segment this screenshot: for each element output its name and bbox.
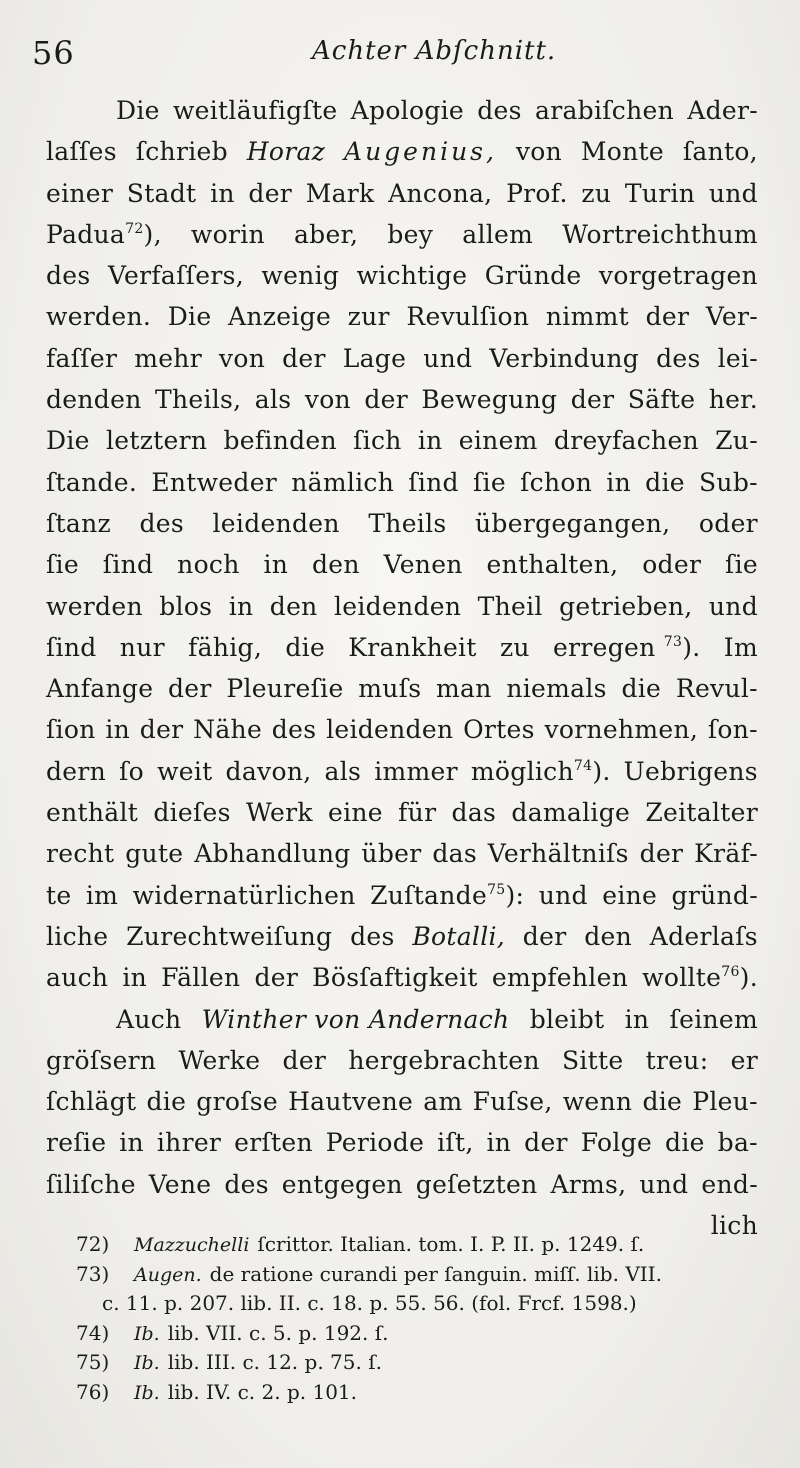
word-with-footnote (370, 881, 524, 910)
word: Gründe (484, 261, 582, 291)
word: Die (167, 302, 212, 332)
word: das (451, 798, 497, 828)
word: der (254, 963, 299, 993)
word: laſſes (46, 137, 117, 167)
word: von (304, 385, 351, 415)
word: Apologie (350, 96, 465, 125)
word: Ader- (687, 96, 758, 125)
word: nur (119, 632, 165, 662)
word: in (417, 426, 443, 456)
footnote-text: c. 11. p. 207. lib. II. c. 18. p. 55. 56. (fol. Frcf. 1598.) (102, 1291, 637, 1315)
word: die (146, 1087, 187, 1117)
text-line (46, 1046, 758, 1087)
word: Ortes (463, 715, 535, 745)
word: in (122, 963, 148, 993)
footnote (76, 1380, 766, 1410)
word: Aderlaſs (649, 921, 758, 951)
word: wenig (261, 261, 340, 291)
word: des (224, 1169, 269, 1199)
word: Kräf- (694, 839, 758, 869)
word: weit (157, 756, 213, 786)
footnote-text: ſcrittor. Italian. tom. I. P. II. p. 1249. ſ. (257, 1232, 645, 1256)
word: Fällen (161, 963, 241, 993)
word: wollte (642, 963, 722, 993)
word: und (423, 343, 473, 373)
word: leidenden (212, 508, 340, 538)
word: die (642, 1087, 683, 1117)
word: bey (387, 219, 434, 249)
footnote (76, 1321, 766, 1351)
word: Zuſtande (370, 880, 488, 910)
word: Die (46, 426, 90, 456)
word: des (139, 508, 185, 538)
word: Theil (477, 591, 543, 621)
footnote-text: de ratione curandi per ſanguin. miſſ. lib. VII. (209, 1261, 662, 1286)
text-line (46, 137, 758, 178)
word: das (432, 839, 477, 869)
word: lei- (717, 343, 758, 373)
footnote (76, 1350, 766, 1380)
word: werden. (46, 302, 152, 332)
word: Bösſaftigkeit (312, 963, 478, 993)
word: Im (723, 632, 758, 662)
word: Entweder (151, 467, 278, 497)
footnote (76, 1232, 766, 1262)
word: Lage (342, 343, 407, 373)
word: damalige (511, 798, 631, 828)
word: man (436, 674, 492, 704)
text-line (46, 550, 758, 591)
word: end- (701, 1169, 758, 1199)
word: Prof. (506, 178, 568, 208)
text-line (46, 426, 758, 467)
word: am (423, 1087, 463, 1117)
word: ſion (46, 715, 96, 745)
catchword: lich (710, 1211, 758, 1241)
text-line (46, 261, 758, 302)
word: Ancona, (388, 178, 493, 208)
word: mehr (134, 343, 202, 373)
word: arabiſchen (535, 96, 675, 125)
word: die (621, 674, 662, 704)
punct: ), (143, 219, 162, 249)
footnote-text: lib. VII. c. 5. p. 192. ſ. (167, 1320, 389, 1345)
word: und (708, 591, 758, 621)
text-line (46, 1087, 758, 1128)
word: Säfte (627, 385, 696, 415)
word: ſchrieb (135, 137, 228, 167)
word: der (168, 674, 212, 704)
text-line (46, 839, 758, 880)
word: Sitte (561, 1045, 624, 1075)
word: ſie (473, 467, 506, 497)
footnote-text: lib. IV. c. 2. p. 101. (167, 1379, 357, 1404)
text-line (46, 881, 758, 922)
text-line (46, 963, 758, 1004)
text-line (46, 1128, 758, 1169)
word: ſtanz (46, 508, 111, 538)
word: getrieben, (559, 591, 693, 621)
word: Periode (325, 1128, 425, 1158)
footnote-number: 75) (76, 1350, 110, 1374)
word: treu: (645, 1045, 709, 1075)
text-line (46, 509, 758, 550)
word: in (263, 550, 289, 580)
word: Fuſse, (472, 1087, 553, 1117)
word: erregen (553, 632, 656, 662)
page-header (32, 30, 772, 76)
word: ſie (46, 550, 79, 580)
word: einer (46, 178, 114, 208)
word: reſie (46, 1128, 107, 1158)
word: noch (177, 550, 240, 580)
word: fähig, (188, 632, 263, 662)
word: nimmt (545, 302, 629, 332)
word: er (730, 1045, 758, 1075)
word: ſanto, (682, 137, 758, 167)
footnote (76, 1262, 766, 1292)
footnote-source: Ib. (134, 1381, 160, 1404)
footnote-ref: 75 (487, 881, 506, 898)
word: in (210, 178, 235, 208)
word: Anzeige (228, 302, 332, 332)
person-name: Horaz (246, 137, 326, 167)
page-number: 56 (32, 34, 75, 72)
word: ſind (46, 632, 97, 662)
word: Werk (246, 798, 313, 828)
word: des (656, 343, 701, 373)
word: ſchlägt (46, 1087, 137, 1117)
word: Zurechtweiſung (126, 921, 333, 951)
word: ſchon (520, 467, 593, 497)
word: iſt, (437, 1128, 474, 1158)
word: der (639, 839, 684, 869)
word: auch (46, 963, 109, 993)
text-line (46, 385, 758, 426)
word: davon, (225, 756, 312, 786)
footnote-number: 72) (76, 1232, 110, 1256)
footnote-ref: 73 (663, 633, 683, 650)
word: ihrer (156, 1128, 222, 1158)
word: letztern (105, 426, 208, 456)
word: muſs (358, 674, 422, 704)
word: als (324, 756, 362, 786)
footnote-ref: 72 (125, 220, 144, 237)
word: Abhandlung (194, 839, 351, 869)
word: Arms, (550, 1169, 627, 1199)
word: in (228, 591, 254, 621)
footnote-number: 74) (76, 1320, 110, 1345)
word: allem (462, 219, 534, 249)
word: vorgetragen (598, 261, 758, 291)
word: einem (458, 426, 538, 456)
footnote-source: Ib. (134, 1352, 160, 1374)
word: in (119, 1128, 144, 1158)
word: über (361, 839, 422, 869)
word: der (248, 178, 293, 208)
word: Zeitalter (645, 798, 758, 828)
text-line (46, 633, 758, 674)
word: und (708, 178, 758, 208)
word: und (538, 880, 588, 910)
word: dreyfachen (553, 426, 699, 456)
word: Theils (368, 508, 447, 538)
word: faſſer (46, 343, 118, 373)
word: dern (46, 756, 107, 786)
word: die (665, 1128, 705, 1158)
text-line (46, 220, 758, 261)
word: ba- (717, 1128, 758, 1158)
word: werden (46, 591, 143, 621)
word: gröſsern (46, 1045, 157, 1075)
footnotes (76, 1232, 766, 1409)
word: der (139, 715, 184, 745)
word: Die (116, 96, 160, 125)
word: in (105, 715, 131, 745)
word: der (645, 302, 690, 332)
word: in (624, 1004, 650, 1034)
word: und (639, 1169, 689, 1199)
person-name: Winther von Andernach (201, 1004, 510, 1034)
word: denden (46, 385, 142, 415)
word: leidenden (333, 591, 462, 621)
word: Revul- (675, 674, 758, 704)
word-with-footnote (46, 220, 162, 249)
word: zu (499, 632, 530, 662)
word: ſiliſche (46, 1169, 136, 1199)
word: des (46, 261, 91, 291)
word: der (524, 1128, 568, 1158)
word: möglich (470, 756, 574, 786)
word: widernatürlichen (132, 880, 356, 910)
text-line (46, 715, 758, 756)
word: ſo (119, 756, 145, 786)
footnote-text: lib. III. c. 12. p. 75. ſ. (167, 1350, 382, 1374)
word: empfehlen (491, 963, 629, 993)
word: Folge (580, 1128, 653, 1158)
word: liche (46, 921, 109, 951)
word: ſon- (707, 715, 758, 745)
punct: ). (592, 756, 611, 786)
word: gute (125, 839, 184, 869)
text-line (46, 96, 758, 137)
footnote-continuation (76, 1291, 766, 1321)
word: blos (159, 591, 213, 621)
footnote-source: Ib. (134, 1322, 160, 1345)
word: zur (347, 302, 390, 332)
word: von (515, 137, 562, 167)
person-name: Botalli, (412, 921, 506, 951)
word: wenn (562, 1087, 633, 1117)
word: hergebrachten (348, 1045, 540, 1075)
word: niemals (506, 674, 607, 704)
text-line (46, 179, 758, 220)
word: Venen (383, 550, 463, 580)
word: immer (374, 756, 458, 786)
punct: ): (505, 880, 525, 910)
text-line (46, 302, 758, 343)
punct: ). (739, 963, 758, 993)
word: Auch (116, 1004, 182, 1034)
word: den (269, 591, 318, 621)
text-line (46, 674, 758, 715)
text-line (46, 922, 758, 963)
word: entgegen (281, 1169, 403, 1199)
text-line (46, 798, 758, 839)
word: der (570, 385, 615, 415)
word: eine (328, 798, 383, 828)
word: her. (708, 385, 758, 415)
word: Pleureſie (226, 674, 344, 704)
word: Verfaſſers, (107, 261, 244, 291)
word: te (46, 880, 72, 910)
text-line (46, 1170, 758, 1211)
word: recht (46, 839, 115, 869)
word: des (477, 96, 522, 125)
footnote-source: Augen. (134, 1263, 202, 1286)
word: Revulſion (406, 302, 530, 332)
word: des (350, 921, 395, 951)
word: Vene (148, 1169, 212, 1199)
word: des (271, 715, 317, 745)
text-line (46, 592, 758, 633)
word: wichtige (356, 261, 468, 291)
footnote-ref: 76 (721, 964, 740, 981)
running-head: Achter Abſchnitt. (312, 36, 557, 66)
word: geſetzten (415, 1169, 538, 1199)
word: ſind (408, 467, 459, 497)
word: Ver- (705, 302, 758, 332)
word: Werke (178, 1045, 261, 1075)
word: im (85, 880, 119, 910)
punct: ). (682, 632, 701, 662)
word: zu (581, 178, 612, 208)
word: der (282, 1045, 327, 1075)
word: enthält (46, 798, 139, 828)
word: Anfange (46, 674, 154, 704)
word: Verbindung (489, 343, 640, 373)
word: ſich (353, 426, 402, 456)
word: Mark (305, 178, 375, 208)
word: den (584, 921, 632, 951)
text-line (46, 1005, 758, 1046)
word: den (312, 550, 360, 580)
word: ſtande. (46, 467, 138, 497)
word: als (254, 385, 292, 415)
word: gründ- (671, 880, 758, 910)
word: Sub- (699, 467, 758, 497)
word: vornehmen, (544, 715, 699, 745)
word: in (606, 467, 631, 497)
word: ſeinem (669, 1004, 758, 1034)
word: der (364, 385, 408, 415)
word: die (645, 467, 685, 497)
word: Hautvene (288, 1087, 414, 1117)
word: der (282, 343, 326, 373)
footnote-number: 73) (76, 1261, 110, 1286)
word: Stadt (126, 178, 197, 208)
word: für (398, 798, 437, 828)
word: weitläufigſte (172, 96, 338, 125)
word: Verhältniſs (487, 839, 629, 869)
word: Turin (624, 178, 696, 208)
word: der (522, 921, 567, 951)
word: Theils, (154, 385, 242, 415)
word: Krankheit (348, 632, 477, 662)
word: ſie (725, 550, 758, 580)
word: von (218, 343, 266, 373)
word: Wortreichthum (562, 219, 758, 249)
word: Uebrigens (623, 756, 758, 786)
word: in (486, 1128, 512, 1158)
word: Bewegung (421, 385, 558, 415)
word: Pleu- (692, 1087, 758, 1117)
word: bleibt (529, 1004, 605, 1034)
word-with-footnote (642, 963, 758, 992)
word: aber, (293, 219, 359, 249)
word: nämlich (291, 467, 395, 497)
word: eine (602, 880, 658, 910)
word: Nähe (193, 715, 263, 745)
word: Padua (46, 219, 126, 249)
word: leidenden (326, 715, 454, 745)
word: groſse (196, 1087, 278, 1117)
word: Zu- (715, 426, 758, 456)
word: erſten (234, 1128, 313, 1158)
word: ſind (102, 550, 154, 580)
word: enthalten, (486, 550, 619, 580)
word: die (285, 632, 326, 662)
footnote-source: Mazzuchelli (134, 1234, 250, 1256)
word: übergegangen, (475, 508, 671, 538)
word: befinden (223, 426, 337, 456)
person-name: Augenius, (344, 137, 497, 167)
word-with-footnote (553, 633, 700, 662)
word: oder (698, 508, 758, 538)
word: worin (190, 219, 265, 249)
text-line (46, 468, 758, 509)
word: dieſes (153, 798, 231, 828)
footnote-number: 76) (76, 1379, 110, 1404)
text-line (46, 757, 758, 798)
word: oder (642, 550, 702, 580)
word-with-footnote (471, 757, 611, 786)
word: Monte (580, 137, 664, 167)
footnote-ref: 74 (573, 757, 593, 774)
main-text (46, 96, 758, 1252)
text-line (46, 344, 758, 385)
